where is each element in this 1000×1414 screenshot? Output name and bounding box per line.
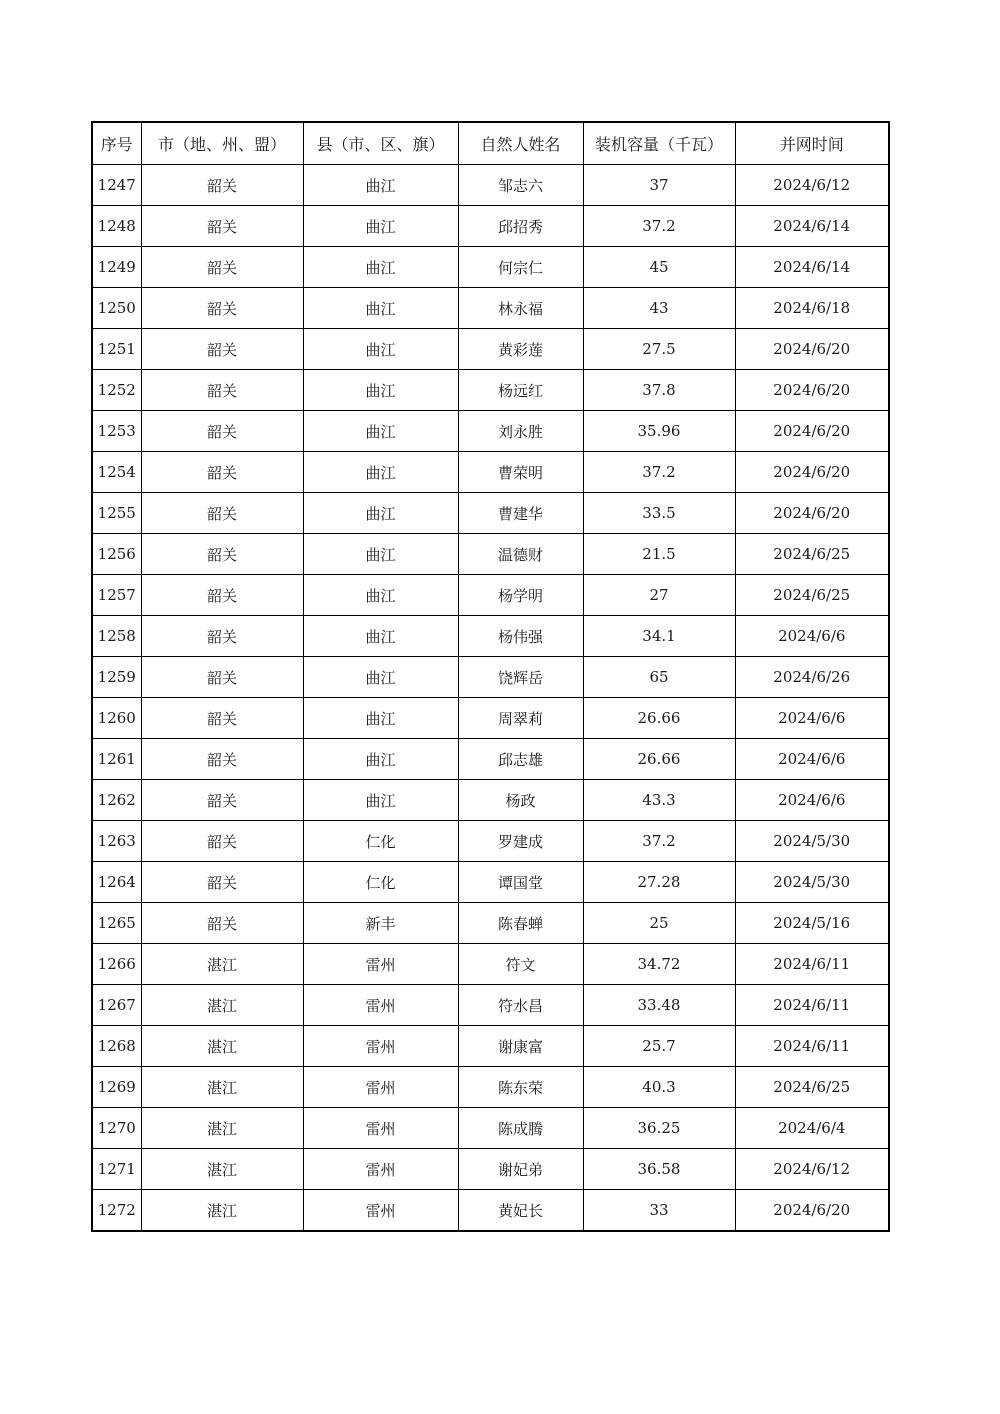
cell-grid-connection-date: 2024/6/25 <box>735 1067 889 1108</box>
cell-county: 曲江 <box>303 329 458 370</box>
cell-grid-connection-date: 2024/6/11 <box>735 1026 889 1067</box>
cell-city: 韶关 <box>141 739 303 780</box>
pv-grid-connection-table <box>91 121 890 1232</box>
cell-county: 曲江 <box>303 411 458 452</box>
cell-serial-number: 1264 <box>92 862 141 903</box>
cell-county: 新丰 <box>303 903 458 944</box>
cell-person-name: 杨远红 <box>458 370 583 411</box>
table-row <box>92 1108 889 1149</box>
table-header <box>92 122 889 165</box>
cell-county: 仁化 <box>303 821 458 862</box>
table-row <box>92 985 889 1026</box>
table-row <box>92 739 889 780</box>
cell-county: 雷州 <box>303 1190 458 1232</box>
cell-city: 韶关 <box>141 288 303 329</box>
cell-serial-number: 1261 <box>92 739 141 780</box>
cell-installed-capacity: 37.2 <box>583 452 735 493</box>
header-installed-capacity: 装机容量（千瓦） <box>583 122 735 165</box>
cell-person-name: 谢康富 <box>458 1026 583 1067</box>
cell-city: 韶关 <box>141 534 303 575</box>
cell-city: 韶关 <box>141 821 303 862</box>
cell-serial-number: 1248 <box>92 206 141 247</box>
cell-installed-capacity: 45 <box>583 247 735 288</box>
cell-grid-connection-date: 2024/6/4 <box>735 1108 889 1149</box>
cell-grid-connection-date: 2024/6/26 <box>735 657 889 698</box>
cell-grid-connection-date: 2024/6/20 <box>735 411 889 452</box>
cell-county: 曲江 <box>303 452 458 493</box>
cell-county: 曲江 <box>303 206 458 247</box>
cell-person-name: 杨伟强 <box>458 616 583 657</box>
cell-installed-capacity: 43.3 <box>583 780 735 821</box>
cell-serial-number: 1254 <box>92 452 141 493</box>
cell-person-name: 杨学明 <box>458 575 583 616</box>
cell-city: 韶关 <box>141 698 303 739</box>
cell-grid-connection-date: 2024/6/25 <box>735 575 889 616</box>
cell-grid-connection-date: 2024/6/18 <box>735 288 889 329</box>
cell-installed-capacity: 37.2 <box>583 206 735 247</box>
cell-person-name: 符文 <box>458 944 583 985</box>
cell-person-name: 邱招秀 <box>458 206 583 247</box>
cell-serial-number: 1260 <box>92 698 141 739</box>
cell-installed-capacity: 33.5 <box>583 493 735 534</box>
cell-city: 韶关 <box>141 411 303 452</box>
cell-county: 曲江 <box>303 780 458 821</box>
cell-grid-connection-date: 2024/6/6 <box>735 616 889 657</box>
cell-city: 韶关 <box>141 575 303 616</box>
cell-county: 曲江 <box>303 657 458 698</box>
cell-county: 曲江 <box>303 698 458 739</box>
table-row <box>92 616 889 657</box>
cell-grid-connection-date: 2024/6/12 <box>735 165 889 206</box>
cell-person-name: 陈东荣 <box>458 1067 583 1108</box>
cell-serial-number: 1263 <box>92 821 141 862</box>
cell-grid-connection-date: 2024/6/11 <box>735 944 889 985</box>
cell-serial-number: 1250 <box>92 288 141 329</box>
cell-county: 雷州 <box>303 944 458 985</box>
table-row <box>92 862 889 903</box>
cell-serial-number: 1262 <box>92 780 141 821</box>
cell-installed-capacity: 34.1 <box>583 616 735 657</box>
cell-person-name: 杨政 <box>458 780 583 821</box>
table-row <box>92 493 889 534</box>
table-row <box>92 1067 889 1108</box>
cell-person-name: 黄妃长 <box>458 1190 583 1232</box>
cell-person-name: 黄彩莲 <box>458 329 583 370</box>
cell-grid-connection-date: 2024/6/6 <box>735 698 889 739</box>
cell-grid-connection-date: 2024/6/20 <box>735 452 889 493</box>
cell-county: 曲江 <box>303 288 458 329</box>
cell-person-name: 陈春蝉 <box>458 903 583 944</box>
cell-county: 雷州 <box>303 985 458 1026</box>
cell-grid-connection-date: 2024/5/30 <box>735 821 889 862</box>
cell-county: 雷州 <box>303 1149 458 1190</box>
cell-installed-capacity: 37.8 <box>583 370 735 411</box>
cell-city: 韶关 <box>141 247 303 288</box>
cell-grid-connection-date: 2024/6/20 <box>735 1190 889 1232</box>
cell-person-name: 曹建华 <box>458 493 583 534</box>
cell-serial-number: 1259 <box>92 657 141 698</box>
cell-person-name: 谭国堂 <box>458 862 583 903</box>
cell-grid-connection-date: 2024/6/20 <box>735 370 889 411</box>
cell-county: 曲江 <box>303 575 458 616</box>
cell-installed-capacity: 21.5 <box>583 534 735 575</box>
cell-county: 曲江 <box>303 370 458 411</box>
cell-serial-number: 1255 <box>92 493 141 534</box>
cell-installed-capacity: 37.2 <box>583 821 735 862</box>
header-grid-connection-date: 并网时间 <box>735 122 889 165</box>
cell-person-name: 何宗仁 <box>458 247 583 288</box>
cell-city: 湛江 <box>141 1026 303 1067</box>
cell-grid-connection-date: 2024/6/20 <box>735 329 889 370</box>
table-row <box>92 1026 889 1067</box>
cell-county: 曲江 <box>303 247 458 288</box>
cell-grid-connection-date: 2024/5/30 <box>735 862 889 903</box>
cell-installed-capacity: 36.25 <box>583 1108 735 1149</box>
cell-person-name: 刘永胜 <box>458 411 583 452</box>
cell-city: 湛江 <box>141 1190 303 1232</box>
cell-installed-capacity: 65 <box>583 657 735 698</box>
cell-city: 湛江 <box>141 1067 303 1108</box>
cell-city: 韶关 <box>141 370 303 411</box>
cell-person-name: 邱志雄 <box>458 739 583 780</box>
table-row <box>92 411 889 452</box>
table-row <box>92 698 889 739</box>
cell-city: 韶关 <box>141 616 303 657</box>
cell-installed-capacity: 27.28 <box>583 862 735 903</box>
cell-serial-number: 1247 <box>92 165 141 206</box>
cell-serial-number: 1272 <box>92 1190 141 1232</box>
cell-county: 仁化 <box>303 862 458 903</box>
table-row <box>92 821 889 862</box>
cell-county: 曲江 <box>303 165 458 206</box>
cell-grid-connection-date: 2024/6/14 <box>735 247 889 288</box>
table-row <box>92 288 889 329</box>
cell-city: 韶关 <box>141 493 303 534</box>
cell-person-name: 曹荣明 <box>458 452 583 493</box>
cell-county: 曲江 <box>303 739 458 780</box>
cell-grid-connection-date: 2024/6/6 <box>735 739 889 780</box>
header-serial-number: 序号 <box>92 122 141 165</box>
cell-county: 雷州 <box>303 1026 458 1067</box>
cell-person-name: 陈成腾 <box>458 1108 583 1149</box>
cell-grid-connection-date: 2024/6/6 <box>735 780 889 821</box>
cell-serial-number: 1265 <box>92 903 141 944</box>
cell-installed-capacity: 40.3 <box>583 1067 735 1108</box>
cell-serial-number: 1258 <box>92 616 141 657</box>
cell-installed-capacity: 33.48 <box>583 985 735 1026</box>
cell-installed-capacity: 26.66 <box>583 739 735 780</box>
cell-serial-number: 1256 <box>92 534 141 575</box>
cell-grid-connection-date: 2024/5/16 <box>735 903 889 944</box>
cell-serial-number: 1269 <box>92 1067 141 1108</box>
cell-serial-number: 1271 <box>92 1149 141 1190</box>
table-row <box>92 1190 889 1232</box>
cell-person-name: 周翠莉 <box>458 698 583 739</box>
cell-installed-capacity: 36.58 <box>583 1149 735 1190</box>
table-row <box>92 247 889 288</box>
cell-city: 湛江 <box>141 944 303 985</box>
cell-county: 曲江 <box>303 616 458 657</box>
cell-grid-connection-date: 2024/6/20 <box>735 493 889 534</box>
cell-county: 曲江 <box>303 493 458 534</box>
cell-serial-number: 1266 <box>92 944 141 985</box>
table-row <box>92 452 889 493</box>
header-row <box>92 122 889 165</box>
cell-serial-number: 1270 <box>92 1108 141 1149</box>
header-person-name: 自然人姓名 <box>458 122 583 165</box>
cell-installed-capacity: 33 <box>583 1190 735 1232</box>
cell-person-name: 符水昌 <box>458 985 583 1026</box>
table-row <box>92 903 889 944</box>
table-row <box>92 575 889 616</box>
cell-installed-capacity: 27.5 <box>583 329 735 370</box>
table-row <box>92 780 889 821</box>
cell-serial-number: 1249 <box>92 247 141 288</box>
cell-person-name: 温德财 <box>458 534 583 575</box>
cell-serial-number: 1267 <box>92 985 141 1026</box>
cell-installed-capacity: 25 <box>583 903 735 944</box>
cell-person-name: 林永福 <box>458 288 583 329</box>
table-row <box>92 1149 889 1190</box>
cell-city: 韶关 <box>141 329 303 370</box>
header-county: 县（市、区、旗） <box>303 122 458 165</box>
table-row <box>92 944 889 985</box>
cell-installed-capacity: 34.72 <box>583 944 735 985</box>
table-body <box>92 165 889 1232</box>
cell-serial-number: 1252 <box>92 370 141 411</box>
table-row <box>92 534 889 575</box>
cell-city: 韶关 <box>141 780 303 821</box>
cell-serial-number: 1253 <box>92 411 141 452</box>
cell-serial-number: 1251 <box>92 329 141 370</box>
cell-installed-capacity: 35.96 <box>583 411 735 452</box>
cell-grid-connection-date: 2024/6/25 <box>735 534 889 575</box>
cell-city: 韶关 <box>141 206 303 247</box>
cell-city: 韶关 <box>141 903 303 944</box>
cell-person-name: 饶辉岳 <box>458 657 583 698</box>
table-row <box>92 165 889 206</box>
cell-city: 韶关 <box>141 862 303 903</box>
cell-city: 韶关 <box>141 657 303 698</box>
cell-installed-capacity: 43 <box>583 288 735 329</box>
cell-city: 韶关 <box>141 452 303 493</box>
cell-county: 雷州 <box>303 1108 458 1149</box>
cell-person-name: 邹志六 <box>458 165 583 206</box>
table-row <box>92 657 889 698</box>
cell-grid-connection-date: 2024/6/14 <box>735 206 889 247</box>
cell-serial-number: 1268 <box>92 1026 141 1067</box>
cell-person-name: 罗建成 <box>458 821 583 862</box>
cell-county: 雷州 <box>303 1067 458 1108</box>
table-row <box>92 206 889 247</box>
cell-installed-capacity: 25.7 <box>583 1026 735 1067</box>
cell-installed-capacity: 26.66 <box>583 698 735 739</box>
table-row <box>92 329 889 370</box>
header-city: 市（地、州、盟） <box>141 122 303 165</box>
cell-grid-connection-date: 2024/6/12 <box>735 1149 889 1190</box>
cell-county: 曲江 <box>303 534 458 575</box>
cell-serial-number: 1257 <box>92 575 141 616</box>
cell-city: 韶关 <box>141 165 303 206</box>
cell-city: 湛江 <box>141 1108 303 1149</box>
cell-city: 湛江 <box>141 1149 303 1190</box>
cell-person-name: 谢妃弟 <box>458 1149 583 1190</box>
table-row <box>92 370 889 411</box>
cell-installed-capacity: 37 <box>583 165 735 206</box>
cell-city: 湛江 <box>141 985 303 1026</box>
cell-installed-capacity: 27 <box>583 575 735 616</box>
cell-grid-connection-date: 2024/6/11 <box>735 985 889 1026</box>
